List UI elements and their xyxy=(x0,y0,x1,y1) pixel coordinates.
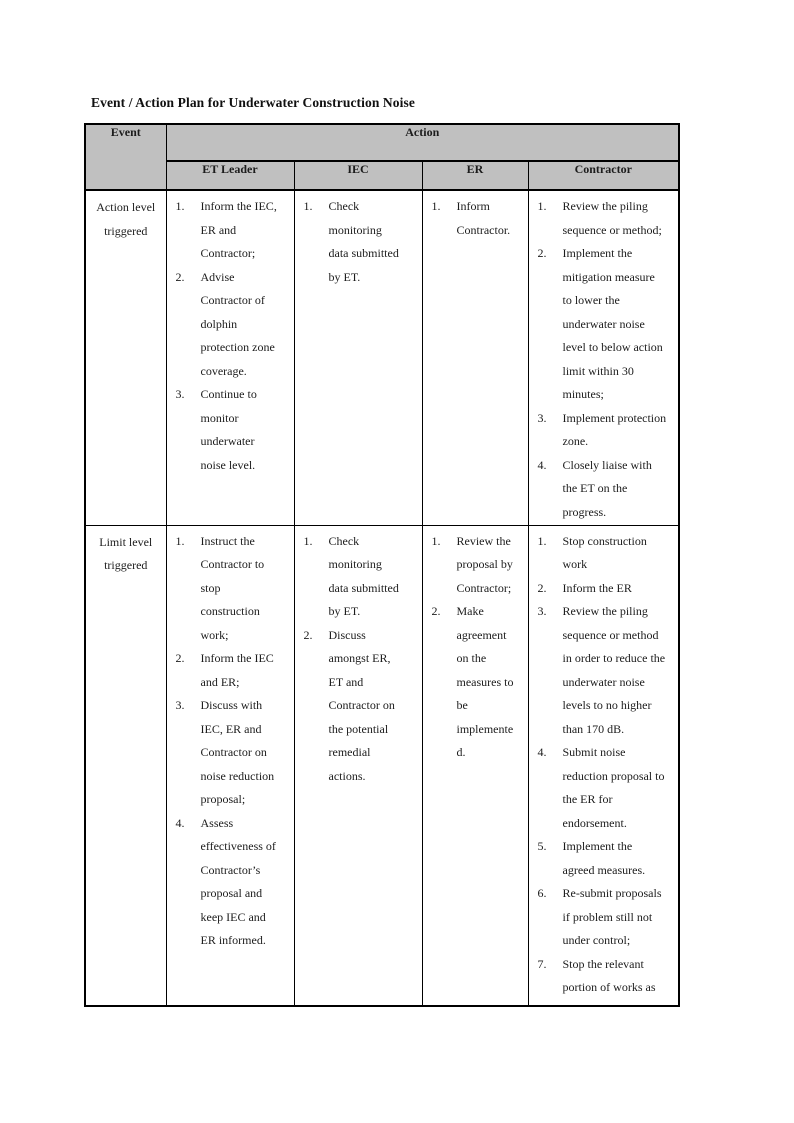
header-action: Action xyxy=(166,124,679,161)
action-list-item: Inform the IEC, ER and Contractor; xyxy=(200,199,277,260)
action-list-item: Discuss amongst ER, ET and Contractor on the potential remedial actions. xyxy=(328,627,395,783)
cell-action-level-er xyxy=(422,190,528,525)
header-et-leader: ET Leader xyxy=(166,161,294,190)
action-list-item: Closely liaise with the ET on the progress. xyxy=(562,457,652,519)
cell-action-level-contractor xyxy=(528,190,679,525)
action-list-item: Review the proposal by Contractor; xyxy=(456,533,513,595)
cell-limit-level-iec xyxy=(294,525,422,1006)
action-list-item: Implement the mitigation measure to lower the underwater noise level to below action limit within 30 minutes; xyxy=(562,246,663,401)
action-list-item: Check monitoring data submitted by ET. xyxy=(328,533,399,618)
action-list-er xyxy=(423,526,528,765)
action-list-item: Advise Contractor of dolphin protection zone coverage. xyxy=(200,269,275,378)
action-list-contractor xyxy=(529,526,679,1000)
action-list-item: Re-submit proposals if problem still not under control; xyxy=(562,886,662,947)
event-label: Action level triggered xyxy=(96,200,156,238)
cell-limit-level-er xyxy=(422,525,528,1006)
event-action-plan-table xyxy=(84,123,680,1007)
event-label: Limit level triggered xyxy=(99,534,153,572)
action-list-item: Assess effectiveness of Contractor’s proposal and keep IEC and ER informed. xyxy=(200,815,276,947)
cell-limit-level-contractor xyxy=(528,525,679,1006)
action-list-iec xyxy=(295,191,422,289)
document-title: Event / Action Plan for Underwater Construction Noise xyxy=(91,95,415,110)
action-list-item: Implement protection zone. xyxy=(562,410,667,448)
action-list-item: Review the piling sequence or method in order to reduce the underwater noise levels to no higher than 170 dB. xyxy=(562,604,666,736)
action-list-item: Inform Contractor. xyxy=(456,199,511,237)
action-list-item: Inform the ER xyxy=(562,580,632,595)
action-list-item: Implement the agreed measures. xyxy=(562,839,646,877)
event-cell-limit-level xyxy=(85,525,166,1006)
cell-action-level-et-leader xyxy=(166,190,294,525)
table-row-limit-level xyxy=(85,525,679,1006)
action-list-contractor xyxy=(529,191,679,524)
action-list-item: Stop construction work xyxy=(562,533,647,571)
action-list-item: Inform the IEC and ER; xyxy=(200,651,274,689)
header-contractor: Contractor xyxy=(528,161,679,190)
action-list-er xyxy=(423,191,528,242)
action-list-item: Make agreement on the measures to be implemented. xyxy=(456,604,514,759)
cell-action-level-iec xyxy=(294,190,422,525)
action-list-item: Stop the relevant portion of works as xyxy=(562,956,656,994)
cell-limit-level-et-leader xyxy=(166,525,294,1006)
action-list-item: Submit noise reduction proposal to the ER for endorsement. xyxy=(562,745,665,830)
action-list-item: Instruct the Contractor to stop construction work; xyxy=(200,533,265,642)
event-cell-action-level xyxy=(85,190,166,525)
action-list-item: Discuss with IEC, ER and Contractor on noise reduction proposal; xyxy=(200,698,275,806)
action-list-item: Review the piling sequence or method; xyxy=(562,199,662,237)
action-list-et-leader xyxy=(167,191,294,477)
header-iec: IEC xyxy=(294,161,422,190)
header-er: ER xyxy=(422,161,528,190)
action-list-iec xyxy=(295,526,422,789)
table-row-action-level xyxy=(85,190,679,525)
action-list-et-leader xyxy=(167,526,294,953)
action-list-item: Check monitoring data submitted by ET. xyxy=(328,199,399,284)
header-event: Event xyxy=(85,124,166,190)
action-list-item: Continue to monitor underwater noise level. xyxy=(200,387,257,472)
